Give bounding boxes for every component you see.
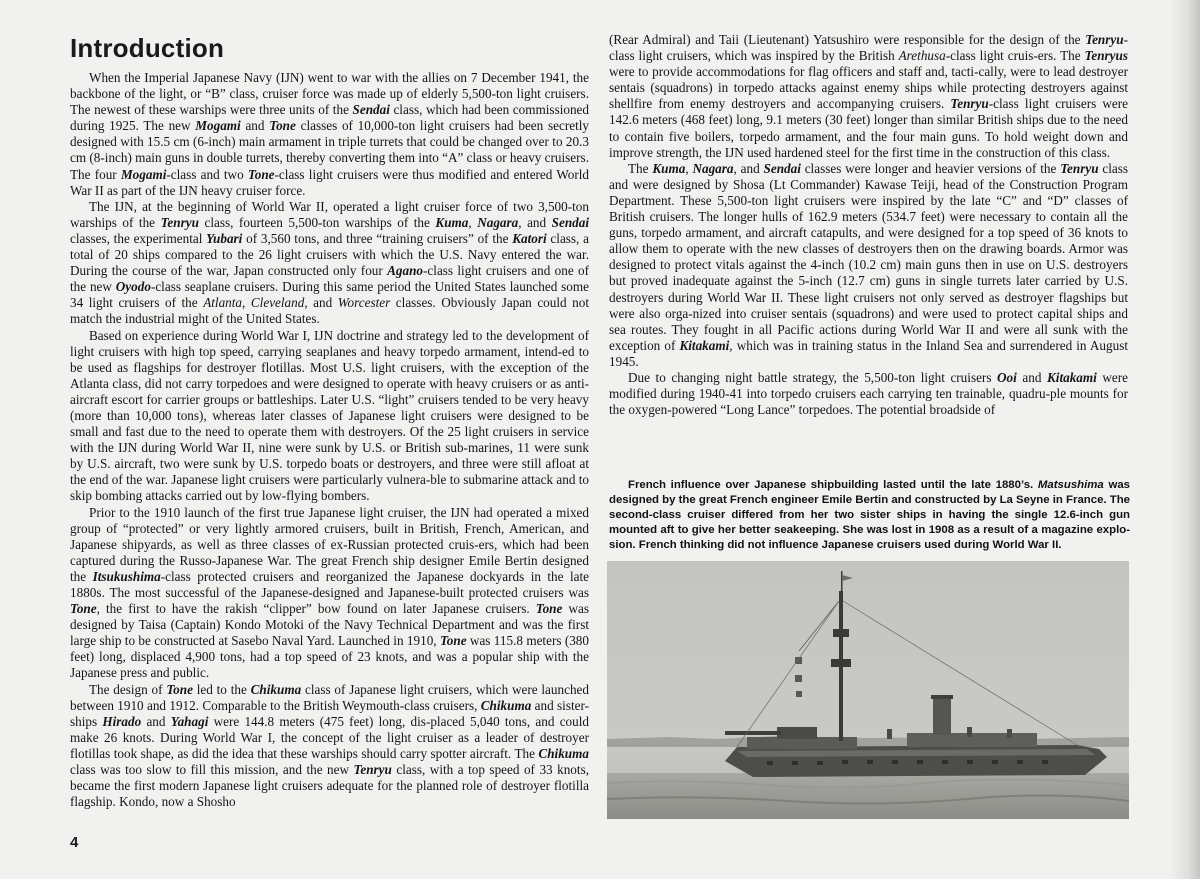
text-run: classes were longer and heavier versions of the [800,160,1061,176]
ship-name-emphasis [1085,32,1123,47]
paragraph [609,370,1128,418]
ship-name: Yubari [206,230,243,246]
text-run: The design of [89,681,167,697]
ship-name: Kuma [652,160,686,176]
text-run: -class light cruisers were 142.6 meters (468 feet) long, 9.1 meters (30 feet) longer than similar British ships due to the need to contain five boilers, torpedo armament, and the four main guns. To hold weight down and improve strength, the IJN used hardened steel for the first time in the construction of this class. [609,96,1128,160]
text-run: , and [518,214,552,230]
left-column [70,32,589,810]
text-run: -class and two [166,166,248,182]
ship-name: Tone [166,681,193,697]
ship-name: Kuma [435,214,469,230]
ship-name: Tenryus [1084,48,1128,64]
ship-name: Ooi [997,369,1017,385]
text-run: was designed by the great French engineer Emile Bertin and constructed by La Seyne in France. The second-class cruiser differed from her two sister ships in having the single 12.6-inch gun mounted aft to give her better seakeeping. She was lost in 1908 as a result of a magazine explo-sion. French thinking did not influence Japanese cruisers used during World War II. [609,479,1130,551]
text-run: French influence over Japanese shipbuilding lasted until the late 1880’s. [628,479,1038,491]
text-run: class of Japanese light cruisers, which were launched between 1910 and 1912. Comparable to the British Weymouth-class cruisers, [70,681,589,713]
ship-name-emphasis [353,102,390,117]
ship-name-emphasis [70,601,97,616]
ship-name: Katori [512,230,547,246]
text-run: -class light cruisers, which was inspired by the British [609,32,1128,64]
ship-name-emphasis [354,762,392,777]
ship-name: Sendai [352,102,390,118]
text-run: -class seaplane cruisers. During this same period the United States launched some 34 light cruisers of the [70,279,589,311]
text-run: (Rear Admiral) and Taii (Lieutenant) Yatsushiro were responsible for the design of the [609,32,1086,47]
ship-name-emphasis [116,279,151,294]
ship-name-emphasis [195,118,240,133]
cruiser-photo [607,561,1129,819]
ship-name: Tone [535,601,563,617]
paragraph [70,70,589,199]
right-column [609,32,1128,418]
text-run: classes. Obviously Japan could not match the industrial might of the United States. [70,295,590,327]
text-run: The [628,160,653,176]
text-run: were 144.8 meters (475 feet) long, dis-placed 5,040 tons, and could make 26 knots. During World War I, the concept of the light cruiser as a leader of destroyer flotillas took shape, as did the idea that these warships should carry spotter aircraft. The [70,713,589,761]
ship-name-emphasis [166,682,193,697]
ship-name-emphasis [679,338,729,353]
ship-name-emphasis [538,746,589,761]
ship-name: Sendai [763,160,801,176]
ship-name-emphasis [1085,48,1128,63]
text-run: of 3,560 tons, and three “training cruisers” of the [242,230,513,246]
text-run: , the first to have the rakish “clipper” bow found on later Japanese cruisers. [96,601,536,617]
text-run: led to the [192,681,251,697]
text-run: -class light cruisers and one of the new [70,263,589,295]
ship-name-emphasis [997,370,1017,385]
text-run: Due to changing night battle strategy, the 5,500-ton light cruisers [628,369,998,385]
ship-name: Tenryu [160,214,199,230]
ship-name-emphasis [387,263,423,278]
text-run: classes of 10,000-ton light cruisers had been secretly designed with 15.5 cm (6-inch) main armament in triple turrets that could be changed over to 20.3 cm (8-inch) main guns in double turrets, thereby converting them into “A” class or heavy cruisers. The four [70,118,589,182]
page-edge-shadow [1170,0,1200,879]
ship-name-emphasis [251,682,302,697]
ship-name: Tenryu [950,96,989,112]
matsushima-ship-image [607,561,1129,819]
ship-name-emphasis [206,231,242,246]
ship-name: Nagara [692,160,734,176]
ship-name: Mogami [120,166,167,182]
paragraph [70,328,589,505]
text-run: class, a total of 20 ships compared to the 26 light cruisers with which the U.S. Navy entered the war. During the course of the war, Japan constructed only four [70,230,589,279]
ship-name: Chikuma [538,745,589,761]
italic-text: Cleveland [250,295,305,311]
text-run: , [242,295,251,311]
ship-name-emphasis [93,569,161,584]
ship-name: Chikuma [480,697,532,713]
text-run: and [141,713,171,729]
text-run: and [240,118,270,134]
text-run: Based on experience during World War I, IJN doctrine and strategy led to the development of light cruisers with high top speed, carrying seaplanes and heavy torpedo armament, intend-ed to be used as flagships for destroyer flotillas. Most U.S. light cruisers, with the exception of the Atlanta class, did not carry torpedoes and were designed to operate with heavy cruisers or as anti-aircraft escort for carrier groups or battleships. Later U.S. “light” cruisers tended to be very heavy (more than 10,000 tons), whereas later classes of Japanese light cruisers were designed to be small and fast due to the need to operate them with destroyers. Of the 25 light cruisers in service with the IJN during World War II, nine were sunk by U.S. or British sub-marines, 11 were sunk by U.S. aircraft, two were sunk by U.S. torpedo boats or destroyers, and three were still afloat at the end of the war. Japanese light cruisers were particularly vulnera-ble to submarine attack and to skip bombing attacks carried out by low-flying bombers. [70,327,589,504]
text-run: and [1016,369,1047,385]
paragraph [70,505,589,682]
text-run: and sister-ships [70,697,589,729]
ship-name-emphasis [552,215,589,230]
ship-name: Agano [387,263,424,279]
text-run: The IJN, at the beginning of World War II, operated a light cruiser force of two 3,500-ton warships of the [70,198,589,230]
ship-name: Itsukushima [92,568,161,584]
ship-name: Tone [247,166,275,182]
italic-text: Arethusa [898,48,946,64]
text-run: , and [733,160,764,176]
ship-name-emphasis [477,215,518,230]
text-run: classes, the experimental [70,230,207,246]
ship-name-emphasis [1047,370,1097,385]
ship-name-emphasis [269,118,296,133]
italic-text: Atlanta [203,295,243,311]
ship-name-emphasis [764,161,801,176]
text-run: class, which had been commissioned during 1925. The new [70,102,589,134]
ship-name: Nagara [477,214,519,230]
ship-name: Tenryu [1060,160,1099,176]
text-run: , which was in training status in the Inland Sea and surrendered in August 1945. [609,337,1128,369]
ship-name: Tenryu [353,762,392,778]
ship-name-emphasis [440,633,467,648]
text-run: class was too slow to fill this mission, and the new [70,762,354,778]
ship-name-emphasis [248,167,275,182]
ship-name-emphasis [652,161,685,176]
ship-name-emphasis [536,601,563,616]
paragraph [70,199,589,328]
text-run: -class light cruis-ers. The [945,48,1085,64]
photo-caption [609,478,1130,553]
ship-name-emphasis [950,96,988,111]
text-run: , [685,160,693,176]
ship-name-emphasis [171,714,209,729]
text-run: -class light cruisers were thus modified and entered World War II as part of the IJN heavy cruiser force. [70,166,590,198]
ship-name-emphasis [161,215,199,230]
text-run: , and [304,295,338,311]
text-run: class, with a top speed of 33 knots, became the first modern Japanese light cruisers adequate for the planned role of destroyer flotilla flagship. Kondo, now a Shosho [70,762,589,810]
ship-name-emphasis [512,231,546,246]
ship-name: Tone [439,633,467,649]
text-run: -class protected cruisers and reorganized the Japanese dockyards in the late 1880s. The most successful of the Japanese-designed and Japanese-built protected cruisers was [70,568,589,600]
ship-name: Kitakami [1046,369,1097,385]
italic-text: Matsushima [1037,479,1104,491]
ship-name-emphasis [692,161,733,176]
text-run: was 115.8 meters (380 feet) long, displaced 4,900 tons, had a top speed of 23 knots, and was a popular ship with the Japanese press and public. [70,633,589,681]
text-run: was designed by Taisa (Captain) Kondo Motoki of the Navy Technical Department and was the first large ship to be constructed at Sasebo Naval Yard. Launched in 1910, [70,601,589,649]
page-title: Introduction [70,33,225,63]
ship-name: Chikuma [250,681,302,697]
left-column-text [70,70,589,810]
ship-name: Yahagi [170,713,209,729]
paragraph [609,161,1128,370]
ship-name: Mogami [195,118,241,134]
page-number: 4 [70,834,79,851]
ship-name: Tone [269,118,296,134]
text-run: When the Imperial Japanese Navy (IJN) went to war with the allies on 7 December 1941, the backbone of the light, or “B” class, cruiser force was made up of elderly 5,500-ton light cruisers. The newest of these warships were three units of the [70,70,589,118]
text-run: class, fourteen 5,500-ton warships of the [198,214,436,230]
text-run: Prior to the 1910 launch of the first true Japanese light cruiser, the IJN had operated a mixed group of “protected” or very lightly armored cruisers, built in British, French, American, and Japanese shipyards, as well as three classes of ex-Russian protected cruis-ers, which had been captured during the Russo-Japanese War. The great French ship designer Emile Bertin designed the [70,504,589,584]
ship-name: Sendai [551,214,590,230]
ship-name-emphasis [1060,161,1098,176]
ship-name-emphasis [435,215,468,230]
ship-name: Kitakami [679,337,730,353]
paragraph [609,32,1128,161]
ship-name: Hirado [102,713,142,729]
text-run: , [468,214,478,230]
text-run: class and were designed by Shosa (Lt Commander) Kawase Teiji, head of the Construction Program Department. These 5,500-ton light cruisers were inspired by the late “C” and “D” classes of British cruisers. The longer hulls of 162.9 meters (534.7 feet) were necessary to contain all the guns, torpedo armament, and aircraft catapults, and were designed for a top speed of 36 knots to allow them to operate with the new classes of destroyers then on the drawing boards. Armor was designed to protect vitals against the 4-inch (10.2 cm) main guns then in use on U.S. destroyers but proved inadequate against the 5-inch (12.7 cm) guns in single turrets later carried by U.S. destroyers during World War II. These light cruisers not only served as destroyer flagships but were also orga-nized into cruiser sentais (squadrons) and were used to protect capital ships and sea routes. They fought in all Pacific actions during World War II and were all sunk with the exception of [609,160,1129,353]
ship-name: Oyodo [115,279,151,295]
ship-name-emphasis [121,167,166,182]
italic-text: Worcester [337,295,391,311]
paragraph [70,682,589,811]
text-run: were to provide accommodations for flag officers and staff and, tacti-cally, were to lead destroyer sentais (squadrons) in torpedo attacks against enemy ships while protecting destroyers against shellfire from enemy destroyers and accompanying cruisers. [609,64,1128,112]
ship-name: Tone [70,601,97,617]
ship-name-emphasis [481,698,532,713]
text-run: were modified during 1940-41 into torpedo cruisers each carrying ten trainable, quadru-ple mounts for the oxygen-powered “Long Lance” torpedoes. The potential broadside of [609,369,1128,418]
ship-name: Tenryu [1085,32,1124,47]
ship-name-emphasis [102,714,141,729]
